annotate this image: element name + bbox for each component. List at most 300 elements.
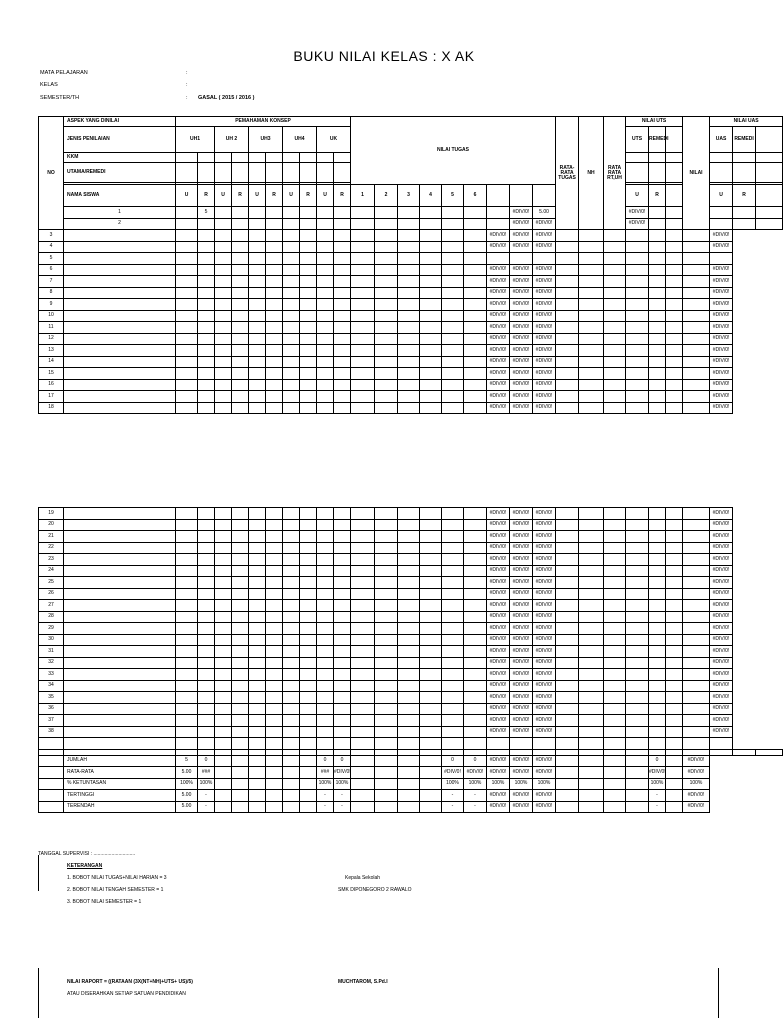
- tugas-cell[interactable]: [398, 299, 420, 311]
- score-cell[interactable]: [215, 611, 232, 623]
- tugas-cell[interactable]: [351, 230, 375, 242]
- score-cell[interactable]: [683, 230, 710, 242]
- tugas-cell[interactable]: [420, 322, 442, 334]
- score-cell[interactable]: [579, 299, 604, 311]
- score-cell[interactable]: [317, 726, 334, 738]
- score-cell[interactable]: [334, 703, 351, 715]
- score-cell[interactable]: [556, 565, 579, 577]
- tugas-cell[interactable]: [398, 657, 420, 669]
- score-cell[interactable]: [300, 565, 317, 577]
- score-cell[interactable]: [176, 368, 198, 380]
- score-cell[interactable]: [300, 253, 317, 265]
- score-cell[interactable]: [556, 588, 579, 600]
- score-cell[interactable]: [300, 542, 317, 554]
- score-cell[interactable]: [198, 738, 215, 750]
- tugas-cell[interactable]: [351, 588, 375, 600]
- score-cell[interactable]: [266, 207, 283, 219]
- score-cell[interactable]: [215, 715, 232, 727]
- score-cell[interactable]: [266, 600, 283, 612]
- tugas-cell[interactable]: [351, 519, 375, 531]
- score-cell[interactable]: [556, 287, 579, 299]
- score-cell[interactable]: [666, 680, 683, 692]
- tugas-cell[interactable]: [442, 565, 464, 577]
- score-cell[interactable]: [176, 692, 198, 704]
- score-cell[interactable]: [733, 218, 756, 230]
- score-cell[interactable]: [666, 508, 683, 520]
- score-cell[interactable]: [626, 264, 649, 276]
- tugas-cell[interactable]: [464, 508, 487, 520]
- score-cell[interactable]: [317, 207, 334, 219]
- score-cell[interactable]: [556, 356, 579, 368]
- score-cell[interactable]: [283, 402, 300, 414]
- score-cell[interactable]: [232, 726, 249, 738]
- score-cell[interactable]: [334, 554, 351, 566]
- tugas-cell[interactable]: [398, 542, 420, 554]
- score-cell[interactable]: [604, 657, 626, 669]
- score-cell[interactable]: [626, 276, 649, 288]
- tugas-cell[interactable]: [442, 345, 464, 357]
- tugas-cell[interactable]: [398, 402, 420, 414]
- score-cell[interactable]: [198, 565, 215, 577]
- score-cell[interactable]: [198, 600, 215, 612]
- score-cell[interactable]: [666, 738, 683, 750]
- score-cell[interactable]: [266, 565, 283, 577]
- score-cell[interactable]: [579, 703, 604, 715]
- tugas-cell[interactable]: [464, 322, 487, 334]
- score-cell[interactable]: [249, 738, 266, 750]
- score-cell[interactable]: [604, 703, 626, 715]
- tugas-cell[interactable]: [420, 554, 442, 566]
- score-cell[interactable]: [604, 577, 626, 589]
- tugas-cell[interactable]: [442, 588, 464, 600]
- tugas-cell[interactable]: [464, 299, 487, 311]
- score-cell[interactable]: [198, 703, 215, 715]
- score-cell[interactable]: [579, 241, 604, 253]
- score-cell[interactable]: [266, 531, 283, 543]
- score-cell[interactable]: [556, 241, 579, 253]
- score-cell[interactable]: [666, 333, 683, 345]
- score-cell[interactable]: [604, 554, 626, 566]
- score-cell[interactable]: [266, 264, 283, 276]
- score-cell[interactable]: [249, 207, 266, 219]
- score-cell[interactable]: [649, 657, 666, 669]
- tugas-cell[interactable]: [442, 264, 464, 276]
- score-cell[interactable]: [176, 531, 198, 543]
- student-name-cell[interactable]: [176, 218, 198, 230]
- tugas-cell[interactable]: [375, 669, 398, 681]
- tugas-cell[interactable]: [398, 379, 420, 391]
- score-cell[interactable]: [215, 333, 232, 345]
- score-cell[interactable]: [176, 554, 198, 566]
- score-cell[interactable]: [266, 588, 283, 600]
- tugas-cell[interactable]: [398, 276, 420, 288]
- score-cell[interactable]: [649, 253, 666, 265]
- score-cell[interactable]: [579, 726, 604, 738]
- score-cell[interactable]: 5: [198, 207, 215, 219]
- score-cell[interactable]: [683, 623, 710, 635]
- score-cell[interactable]: [249, 310, 266, 322]
- score-cell[interactable]: [334, 230, 351, 242]
- score-cell[interactable]: [556, 611, 579, 623]
- score-cell[interactable]: [283, 299, 300, 311]
- score-cell[interactable]: [649, 623, 666, 635]
- score-cell[interactable]: [556, 531, 579, 543]
- tugas-cell[interactable]: [375, 508, 398, 520]
- score-cell[interactable]: [215, 218, 232, 230]
- score-cell[interactable]: [266, 253, 283, 265]
- score-cell[interactable]: [198, 646, 215, 658]
- score-cell[interactable]: [317, 531, 334, 543]
- score-cell[interactable]: [300, 577, 317, 589]
- tugas-cell[interactable]: [442, 379, 464, 391]
- tugas-cell[interactable]: [442, 218, 464, 230]
- score-cell[interactable]: [649, 531, 666, 543]
- score-cell[interactable]: [176, 241, 198, 253]
- score-cell[interactable]: [556, 402, 579, 414]
- score-cell[interactable]: [249, 379, 266, 391]
- tugas-cell[interactable]: [442, 611, 464, 623]
- score-cell[interactable]: [317, 692, 334, 704]
- tugas-cell[interactable]: [351, 391, 375, 403]
- score-cell[interactable]: [626, 356, 649, 368]
- score-cell[interactable]: [604, 565, 626, 577]
- tugas-cell[interactable]: [420, 646, 442, 658]
- score-cell[interactable]: [215, 703, 232, 715]
- score-cell[interactable]: [683, 588, 710, 600]
- score-cell[interactable]: [683, 646, 710, 658]
- score-cell[interactable]: [232, 669, 249, 681]
- tugas-cell[interactable]: [351, 276, 375, 288]
- score-cell[interactable]: [300, 391, 317, 403]
- score-cell[interactable]: [232, 345, 249, 357]
- score-cell[interactable]: [666, 634, 683, 646]
- score-cell[interactable]: [215, 310, 232, 322]
- score-cell[interactable]: [556, 577, 579, 589]
- score-cell[interactable]: [176, 738, 198, 750]
- score-cell[interactable]: [649, 646, 666, 658]
- score-cell[interactable]: [666, 726, 683, 738]
- tugas-cell[interactable]: [464, 519, 487, 531]
- score-cell[interactable]: [176, 715, 198, 727]
- tugas-cell[interactable]: [420, 241, 442, 253]
- score-cell[interactable]: [266, 657, 283, 669]
- student-name-cell[interactable]: [64, 669, 176, 681]
- score-cell[interactable]: [579, 669, 604, 681]
- score-cell[interactable]: [317, 715, 334, 727]
- score-cell[interactable]: [683, 379, 710, 391]
- score-cell[interactable]: [249, 276, 266, 288]
- score-cell[interactable]: [300, 310, 317, 322]
- score-cell[interactable]: [579, 276, 604, 288]
- student-name-cell[interactable]: [64, 508, 176, 520]
- score-cell[interactable]: [232, 276, 249, 288]
- tugas-cell[interactable]: [375, 611, 398, 623]
- tugas-cell[interactable]: [420, 519, 442, 531]
- score-cell[interactable]: [334, 402, 351, 414]
- score-cell[interactable]: [334, 542, 351, 554]
- tugas-cell[interactable]: [464, 368, 487, 380]
- tugas-cell[interactable]: [351, 241, 375, 253]
- score-cell[interactable]: [317, 738, 334, 750]
- score-cell[interactable]: [683, 264, 710, 276]
- score-cell[interactable]: [556, 230, 579, 242]
- score-cell[interactable]: [249, 680, 266, 692]
- score-cell[interactable]: [176, 623, 198, 635]
- score-cell[interactable]: [300, 287, 317, 299]
- score-cell[interactable]: [756, 207, 783, 219]
- tugas-cell[interactable]: [442, 230, 464, 242]
- score-cell[interactable]: [317, 680, 334, 692]
- score-cell[interactable]: [626, 519, 649, 531]
- score-cell[interactable]: [198, 588, 215, 600]
- score-cell[interactable]: [649, 345, 666, 357]
- score-cell[interactable]: [249, 322, 266, 334]
- tugas-cell[interactable]: [375, 299, 398, 311]
- tugas-cell[interactable]: [442, 692, 464, 704]
- score-cell[interactable]: [666, 703, 683, 715]
- score-cell[interactable]: [556, 634, 579, 646]
- tugas-cell[interactable]: [442, 680, 464, 692]
- score-cell[interactable]: [334, 276, 351, 288]
- score-cell[interactable]: [666, 218, 683, 230]
- score-cell[interactable]: [266, 738, 283, 750]
- tugas-cell[interactable]: [375, 207, 398, 219]
- score-cell[interactable]: [683, 726, 710, 738]
- tugas-cell[interactable]: [398, 623, 420, 635]
- score-cell[interactable]: [176, 634, 198, 646]
- score-cell[interactable]: [300, 519, 317, 531]
- tugas-cell[interactable]: [464, 657, 487, 669]
- tugas-cell[interactable]: [464, 287, 487, 299]
- tugas-cell[interactable]: [442, 554, 464, 566]
- student-name-cell[interactable]: [64, 657, 176, 669]
- score-cell[interactable]: [176, 253, 198, 265]
- score-cell[interactable]: [626, 531, 649, 543]
- score-cell[interactable]: [249, 253, 266, 265]
- score-cell[interactable]: [232, 692, 249, 704]
- score-cell[interactable]: [266, 333, 283, 345]
- score-cell[interactable]: [266, 692, 283, 704]
- score-cell[interactable]: [198, 577, 215, 589]
- score-cell[interactable]: [300, 356, 317, 368]
- score-cell[interactable]: [649, 554, 666, 566]
- score-cell[interactable]: [300, 588, 317, 600]
- score-cell[interactable]: [579, 715, 604, 727]
- score-cell[interactable]: [683, 368, 710, 380]
- student-name-cell[interactable]: [64, 379, 176, 391]
- score-cell[interactable]: [232, 299, 249, 311]
- score-cell[interactable]: [334, 588, 351, 600]
- tugas-cell[interactable]: [351, 623, 375, 635]
- score-cell[interactable]: [683, 391, 710, 403]
- tugas-cell[interactable]: [464, 542, 487, 554]
- score-cell[interactable]: [249, 600, 266, 612]
- score-cell[interactable]: [556, 345, 579, 357]
- score-cell[interactable]: [604, 508, 626, 520]
- score-cell[interactable]: [317, 264, 334, 276]
- score-cell[interactable]: [300, 322, 317, 334]
- score-cell[interactable]: [176, 542, 198, 554]
- score-cell[interactable]: [317, 253, 334, 265]
- score-cell[interactable]: [334, 218, 351, 230]
- tugas-cell[interactable]: [442, 287, 464, 299]
- score-cell[interactable]: [683, 600, 710, 612]
- score-cell[interactable]: [283, 554, 300, 566]
- score-cell[interactable]: [579, 402, 604, 414]
- score-cell[interactable]: [317, 345, 334, 357]
- score-cell[interactable]: [334, 287, 351, 299]
- score-cell[interactable]: [215, 241, 232, 253]
- score-cell[interactable]: [176, 726, 198, 738]
- score-cell[interactable]: [666, 588, 683, 600]
- score-cell[interactable]: [300, 276, 317, 288]
- tugas-cell[interactable]: [375, 600, 398, 612]
- score-cell[interactable]: [266, 322, 283, 334]
- score-cell[interactable]: [232, 531, 249, 543]
- score-cell[interactable]: [300, 634, 317, 646]
- tugas-cell[interactable]: [420, 368, 442, 380]
- tugas-cell[interactable]: [351, 299, 375, 311]
- score-cell[interactable]: [176, 646, 198, 658]
- tugas-cell[interactable]: [398, 391, 420, 403]
- score-cell[interactable]: [215, 600, 232, 612]
- score-cell[interactable]: [556, 726, 579, 738]
- tugas-cell[interactable]: [464, 402, 487, 414]
- score-cell[interactable]: [283, 276, 300, 288]
- score-cell[interactable]: [266, 519, 283, 531]
- score-cell[interactable]: [283, 230, 300, 242]
- score-cell[interactable]: [666, 669, 683, 681]
- score-cell[interactable]: [649, 299, 666, 311]
- score-cell[interactable]: [283, 611, 300, 623]
- score-cell[interactable]: [626, 230, 649, 242]
- tugas-cell[interactable]: [442, 600, 464, 612]
- tugas-cell[interactable]: [351, 738, 375, 750]
- score-cell[interactable]: [215, 356, 232, 368]
- score-cell[interactable]: [232, 391, 249, 403]
- score-cell[interactable]: [249, 565, 266, 577]
- score-cell[interactable]: [649, 368, 666, 380]
- score-cell[interactable]: [604, 345, 626, 357]
- student-name-cell[interactable]: [64, 565, 176, 577]
- score-cell[interactable]: [283, 646, 300, 658]
- score-cell[interactable]: [334, 680, 351, 692]
- score-cell[interactable]: [649, 634, 666, 646]
- score-cell[interactable]: [317, 379, 334, 391]
- score-cell[interactable]: [626, 565, 649, 577]
- score-cell[interactable]: [666, 391, 683, 403]
- score-cell[interactable]: [198, 287, 215, 299]
- score-cell[interactable]: [334, 623, 351, 635]
- score-cell[interactable]: [215, 531, 232, 543]
- tugas-cell[interactable]: [375, 310, 398, 322]
- tugas-cell[interactable]: [398, 508, 420, 520]
- tugas-cell[interactable]: [398, 611, 420, 623]
- tugas-cell[interactable]: [398, 230, 420, 242]
- student-name-cell[interactable]: [64, 322, 176, 334]
- tugas-cell[interactable]: [375, 692, 398, 704]
- score-cell[interactable]: [604, 623, 626, 635]
- score-cell[interactable]: [649, 264, 666, 276]
- tugas-cell[interactable]: [442, 508, 464, 520]
- score-cell[interactable]: [317, 669, 334, 681]
- tugas-cell[interactable]: [420, 531, 442, 543]
- score-cell[interactable]: [283, 577, 300, 589]
- tugas-cell[interactable]: [375, 715, 398, 727]
- score-cell[interactable]: [604, 379, 626, 391]
- score-cell[interactable]: [626, 368, 649, 380]
- score-cell[interactable]: [556, 692, 579, 704]
- score-cell[interactable]: [198, 554, 215, 566]
- score-cell[interactable]: [300, 726, 317, 738]
- score-cell[interactable]: [176, 299, 198, 311]
- tugas-cell[interactable]: [398, 577, 420, 589]
- score-cell[interactable]: [556, 738, 579, 750]
- score-cell[interactable]: [198, 253, 215, 265]
- tugas-cell[interactable]: [464, 715, 487, 727]
- score-cell[interactable]: [232, 715, 249, 727]
- score-cell[interactable]: [626, 623, 649, 635]
- score-cell[interactable]: [579, 623, 604, 635]
- score-cell[interactable]: [300, 692, 317, 704]
- score-cell[interactable]: [604, 368, 626, 380]
- tugas-cell[interactable]: [351, 565, 375, 577]
- tugas-cell[interactable]: [420, 726, 442, 738]
- score-cell[interactable]: [283, 310, 300, 322]
- tugas-cell[interactable]: [375, 703, 398, 715]
- score-cell[interactable]: [351, 218, 375, 230]
- tugas-cell[interactable]: [375, 577, 398, 589]
- score-cell[interactable]: [215, 542, 232, 554]
- score-cell[interactable]: [626, 345, 649, 357]
- score-cell[interactable]: [215, 692, 232, 704]
- tugas-cell[interactable]: [420, 253, 442, 265]
- score-cell[interactable]: [626, 611, 649, 623]
- tugas-cell[interactable]: [375, 738, 398, 750]
- score-cell[interactable]: [198, 230, 215, 242]
- tugas-cell[interactable]: [375, 322, 398, 334]
- score-cell[interactable]: [649, 692, 666, 704]
- tugas-cell[interactable]: [420, 669, 442, 681]
- score-cell[interactable]: [604, 241, 626, 253]
- tugas-cell[interactable]: [487, 218, 510, 230]
- score-cell[interactable]: [683, 356, 710, 368]
- tugas-cell[interactable]: [398, 531, 420, 543]
- score-cell[interactable]: [215, 253, 232, 265]
- score-cell[interactable]: [283, 287, 300, 299]
- score-cell[interactable]: [232, 577, 249, 589]
- score-cell[interactable]: [604, 669, 626, 681]
- score-cell[interactable]: [176, 345, 198, 357]
- score-cell[interactable]: [604, 646, 626, 658]
- tugas-cell[interactable]: [351, 508, 375, 520]
- score-cell[interactable]: [579, 554, 604, 566]
- score-cell[interactable]: [604, 634, 626, 646]
- score-cell[interactable]: [215, 287, 232, 299]
- score-cell[interactable]: [683, 531, 710, 543]
- score-cell[interactable]: [176, 333, 198, 345]
- tugas-cell[interactable]: [351, 356, 375, 368]
- score-cell[interactable]: [604, 680, 626, 692]
- score-cell[interactable]: [249, 634, 266, 646]
- score-cell[interactable]: [198, 623, 215, 635]
- tugas-cell[interactable]: [442, 276, 464, 288]
- tugas-cell[interactable]: [464, 264, 487, 276]
- score-cell[interactable]: [300, 230, 317, 242]
- score-cell[interactable]: [626, 379, 649, 391]
- tugas-cell[interactable]: [464, 646, 487, 658]
- score-cell[interactable]: [232, 554, 249, 566]
